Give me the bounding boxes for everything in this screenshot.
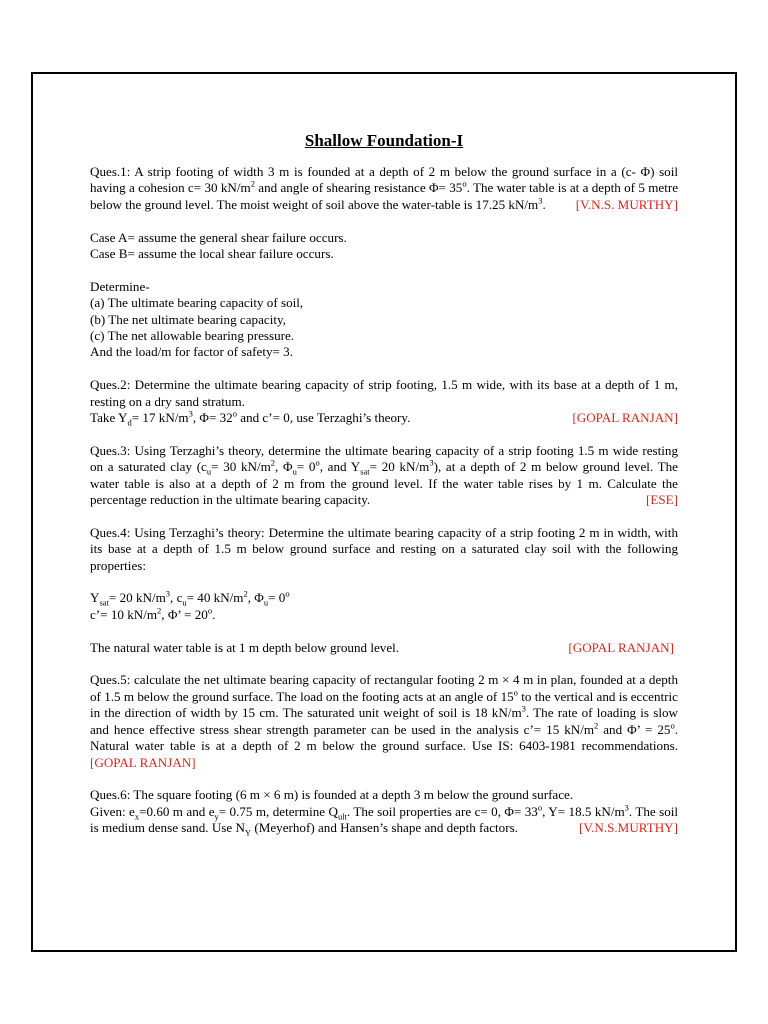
determine-label: Determine- bbox=[90, 278, 150, 294]
reference-gopal-ranjan: [GOPAL RANJAN] bbox=[568, 639, 674, 655]
question-6-line-1: Ques.6: The square footing (6 m × 6 m) is founded at a depth 3 m below the ground surface. bbox=[90, 787, 574, 803]
determine-item-c: (c) The net allowable bearing pressure. bbox=[90, 328, 295, 344]
case-b: Case B= assume the local shear failure occurs. bbox=[90, 246, 334, 262]
question-4-text: Ques.4: Using Terzaghi’s theory: Determine the ultimate bearing capacity of a strip footing 2 m in width, with its base at a depth of 1.5 m below ground surface and resting on a saturated clay soil with the following properties: bbox=[90, 524, 678, 573]
determine-item-b: (b) The net ultimate bearing capacity, bbox=[90, 311, 286, 327]
question-3 bbox=[90, 443, 678, 509]
question-3-text: Ques.3: Using Terzaghi’s theory, determine the ultimate bearing capacity of a strip footing 1.5 m wide resting on a saturated clay ($c_u= 30$ $kN/m^2$, $\Phi_u= 0^o$, and $Y_{sat}= 20$ $kN/m^3$), at a depth of 2 m below ground level. The water table is also at a depth of 2 m from the ground level. If the water table rises by 1 m. Calculate the percentage reduction in the ultimate bearing capacity. [ESE] bbox=[90, 442, 678, 508]
question-4-properties-1: $Y_{sat}= 20$ $kN/m^3$, $c_u= 40$ $kN/m^2$, $\Phi_u= 0^o$ bbox=[90, 589, 290, 609]
question-1 bbox=[90, 164, 678, 213]
reference-gopal-ranjan: [GOPAL RANJAN] bbox=[572, 410, 678, 426]
question-4-properties-2: c’= 10 $kN/m^2$, Φ’ = $20^o$. bbox=[90, 605, 216, 622]
question-5-text: Ques.5: calculate the net ultimate bearing capacity of rectangular footing 2 m × 4 m in plan, founded at a depth of 1.5 m below the ground surface. The load on the footing acts at an angle of 15$^o$ to the vertical and is eccentric in the direction of width by 15 cm. The saturated unit weight of soil is 18 $kN/m^3$. The rate of loading is slow and hence effective stress shear strength parameter can be used in the analysis c’= 15 $kN/m^2$ and Φ’ = $25^o$. Natural water table is at a depth of 2 m below the ground surface. Use IS: 6403-1981 recommendations. [GOPAL RANJAN] bbox=[90, 672, 679, 770]
reference-gopal-ranjan: [GOPAL RANJAN] bbox=[90, 754, 196, 770]
question-1-text: Ques.1: A strip footing of width 3 m is founded at a depth of 2 m below the ground surface in a (c- Φ) soil having a cohesion c= 30 $kN/m^2$ and angle of shearing resistance $\Phi= 35^o$. The water table is at a depth of 5 metre below the ground level. The moist weight of soil above the water-table is 17.25 $kN/m^3$. [V.N.S. MURTHY] bbox=[90, 164, 678, 212]
determine-item-a: (a) The ultimate bearing capacity of soil, bbox=[90, 295, 304, 311]
question-2-text: Ques.2: Determine the ultimate bearing capacity of strip footing, 1.5 m wide, with its base at a depth of 1 m, resting on a dry sand stratum. bbox=[90, 377, 678, 409]
reference-ese: [ESE] bbox=[646, 492, 678, 508]
case-a: Case A= assume the general shear failure occurs. bbox=[90, 229, 347, 245]
reference-murthy: [V.N.S.MURTHY] bbox=[578, 820, 678, 836]
determine-item-d: And the load/m for factor of safety= 3. bbox=[90, 344, 293, 360]
question-2-given: Take $Y_d= 17$ $kN/m^3$, $\Phi= 32^o$ and c’= 0, use Terzaghi’s theory. [GOPAL RANJAN] bbox=[90, 410, 678, 427]
question-4-water-table: The natural water table is at 1 m depth below ground level. [GOPAL RANJAN] bbox=[90, 639, 674, 655]
question-6 bbox=[90, 804, 678, 837]
page-title: Shallow Foundation-I bbox=[304, 131, 464, 150]
document-body bbox=[90, 164, 678, 837]
question-6-text: Given: $e_x=0.60$ m and $e_y= 0.75$ m, determine $Q_{ult}$. The soil properties are c= 0, $\Phi= 33^o$, Y= 18.5 $kN/m^3$. The soil is medium dense sand. Use $N_Y$ (Meyerhof) and Hansen’s shape and depth factors. [V.N.S.MURTHY] bbox=[90, 803, 678, 837]
reference-murthy: [V.N.S. MURTHY] bbox=[575, 196, 678, 212]
